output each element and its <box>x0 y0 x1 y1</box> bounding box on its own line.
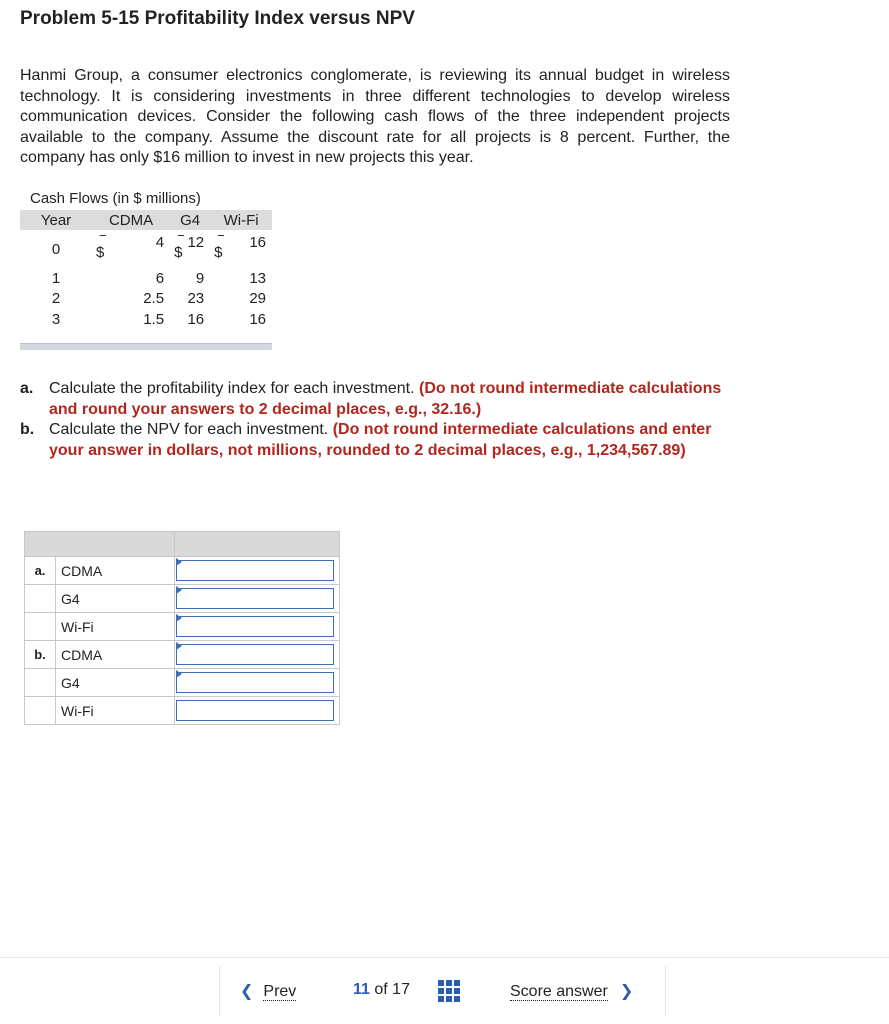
npv-wifi-input[interactable] <box>176 700 334 721</box>
answer-table <box>24 531 340 725</box>
dollar-sign: $ <box>96 244 105 261</box>
answer-cell <box>175 669 340 697</box>
wifi-cell <box>210 230 272 268</box>
part-label <box>25 585 56 613</box>
answer-row <box>25 557 340 585</box>
answer-cell <box>175 613 340 641</box>
input-marker-icon <box>176 558 182 566</box>
answer-row <box>25 641 340 669</box>
table-row <box>20 309 272 330</box>
footer-nav <box>219 966 666 1016</box>
minus-sign: − <box>177 228 185 243</box>
value: 12 <box>187 234 205 251</box>
prev-button[interactable] <box>240 981 296 1001</box>
year-cell: 1 <box>51 269 61 287</box>
answer-header-blank <box>175 532 340 557</box>
wifi-cell: 29 <box>249 290 266 308</box>
table-row <box>20 289 272 310</box>
wifi-cell: 13 <box>249 269 266 287</box>
score-label: Score answer <box>510 983 608 1000</box>
minus-sign: − <box>99 228 107 243</box>
minus-sign: − <box>217 228 225 243</box>
cdma-cell <box>92 230 170 268</box>
project-name: G4 <box>56 585 175 613</box>
part-label <box>25 669 56 697</box>
header-cdma: CDMA <box>92 210 170 230</box>
g4-cell <box>170 230 210 268</box>
question-a <box>20 379 740 420</box>
g4-cell: 9 <box>195 269 205 287</box>
footer-divider <box>0 957 889 958</box>
current-page: 11 <box>353 981 370 998</box>
g4-cell: 23 <box>187 290 205 308</box>
score-answer-button[interactable] <box>510 981 633 1001</box>
npv-cdma-input[interactable] <box>176 644 334 665</box>
cash-flows-table <box>20 210 272 330</box>
g4-cell: 16 <box>187 310 205 328</box>
header-year: Year <box>20 210 92 230</box>
question-label: b. <box>20 421 35 438</box>
project-name: CDMA <box>56 557 175 585</box>
answer-header-blank <box>25 532 175 557</box>
page-title: Problem 5-15 Profitability Index versus NPV <box>20 8 415 29</box>
header-wifi: Wi-Fi <box>210 210 272 230</box>
question-hint: (Do not round intermediate calculations and enter your answer in dollars, not millions, rounded to 2 decimal places, e.g., 1,234,567.89) <box>49 421 712 459</box>
question-hint: (Do not round intermediate calculations and round your answers to 2 decimal places, e.g., 32.16.) <box>49 380 722 418</box>
answer-row <box>25 613 340 641</box>
cdma-cell: 2.5 <box>143 290 165 308</box>
project-name: Wi-Fi <box>56 697 175 725</box>
answer-table-header <box>25 532 340 557</box>
pi-g4-input[interactable] <box>176 588 334 609</box>
answer-cell <box>175 585 340 613</box>
cdma-cell: 1.5 <box>143 310 165 328</box>
cash-flows-caption: Cash Flows (in $ millions) <box>30 190 201 207</box>
answer-row <box>25 669 340 697</box>
part-label <box>25 613 56 641</box>
part-label: a. <box>25 557 56 585</box>
wifi-cell: 16 <box>249 310 266 328</box>
part-label <box>25 697 56 725</box>
cdma-cell: 6 <box>155 269 165 287</box>
npv-g4-input[interactable] <box>176 672 334 693</box>
prev-label: Prev <box>263 983 297 1000</box>
dollar-sign: $ <box>214 244 223 261</box>
answer-cell <box>175 557 340 585</box>
value: 16 <box>249 234 266 251</box>
question-b <box>20 420 740 461</box>
answer-cell <box>175 697 340 725</box>
input-marker-icon <box>176 642 182 650</box>
project-name: CDMA <box>56 641 175 669</box>
grid-icon[interactable] <box>438 980 460 1002</box>
problem-description: Hanmi Group, a consumer electronics conglomerate, is reviewing its annual budget in wireless technology. It is considering investments in three different technologies to develop wireless communication devices. Consider the following cash flows of the three independent projects available to the company. Assume the discount rate for all projects is 8 percent. Further, the company has only $16 million to invest in new projects this year. <box>20 67 730 166</box>
pi-cdma-input[interactable] <box>176 560 334 581</box>
question-text: Calculate the profitability index for each investment. <box>49 380 415 397</box>
table-row <box>20 268 272 289</box>
total-pages: 17 <box>392 981 410 998</box>
input-marker-icon <box>176 586 182 594</box>
chevron-left-icon: ❮ <box>240 983 254 1000</box>
input-marker-icon <box>176 670 182 678</box>
project-name: G4 <box>56 669 175 697</box>
part-label: b. <box>25 641 56 669</box>
dollar-sign: $ <box>174 244 183 261</box>
answer-cell <box>175 641 340 669</box>
value: 4 <box>155 234 165 251</box>
questions <box>20 379 740 461</box>
input-marker-icon <box>176 614 182 622</box>
answer-row <box>25 697 340 725</box>
header-g4: G4 <box>170 210 210 230</box>
answer-row <box>25 585 340 613</box>
of-text: of <box>374 981 388 998</box>
year-cell: 3 <box>51 310 61 328</box>
page-indicator <box>353 981 410 999</box>
table-row <box>20 230 272 268</box>
table-bottom-bar <box>20 343 272 350</box>
year-cell: 2 <box>51 290 61 308</box>
question-text: Calculate the NPV for each investment. <box>49 421 329 438</box>
pi-wifi-input[interactable] <box>176 616 334 637</box>
project-name: Wi-Fi <box>56 613 175 641</box>
year-cell: 0 <box>51 240 61 258</box>
chevron-right-icon: ❯ <box>619 983 634 1000</box>
question-label: a. <box>20 380 34 397</box>
